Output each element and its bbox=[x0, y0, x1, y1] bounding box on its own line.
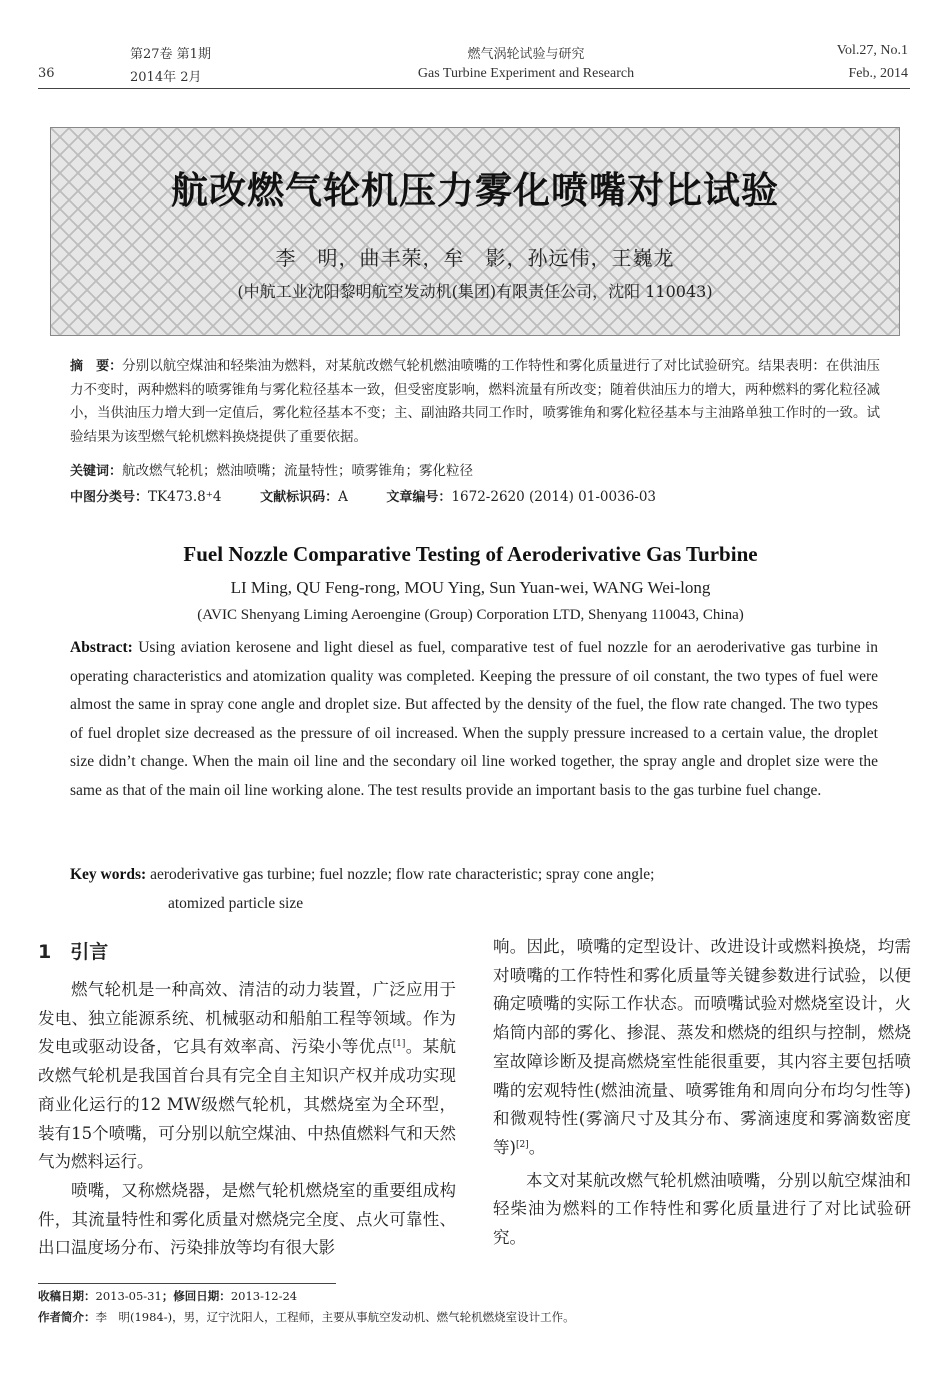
received-date: 2013-05-31 bbox=[95, 1289, 162, 1303]
abstract-en-label: Abstract: bbox=[70, 639, 133, 656]
paper-title-cn: 航改燃气轮机压力雾化喷嘴对比试验 bbox=[171, 169, 779, 212]
abstract-cn-label: 摘 要： bbox=[70, 359, 123, 374]
paper-title-en: Fuel Nozzle Comparative Testing of Aeroderivative Gas Turbine bbox=[183, 542, 758, 566]
keywords-cn bbox=[70, 460, 880, 484]
affiliation-en: (AVIC Shenyang Liming Aeroengine (Group) Corporation LTD, Shenyang 110043, China) bbox=[197, 607, 744, 623]
author-bio-text: 李 明(1984-)，男，辽宁沈阳人，工程师，主要从事航空发动机、燃气轮机燃烧室设计工作。 bbox=[95, 1310, 575, 1324]
header-rule bbox=[38, 88, 910, 89]
left-column bbox=[38, 976, 456, 1263]
footnote-rule bbox=[38, 1283, 336, 1284]
revised-label: ；修回日期： bbox=[161, 1289, 231, 1303]
revised-date: 2013-12-24 bbox=[230, 1289, 298, 1303]
date-cn: 2014年 2月 bbox=[130, 70, 202, 85]
footnote-dates bbox=[38, 1288, 297, 1304]
volume-cn: 第27卷 第1期 bbox=[130, 47, 211, 62]
affiliation-cn: (中航工业沈阳黎明航空发动机(集团)有限责任公司，沈阳 110043) bbox=[237, 282, 713, 301]
citation-2: [2] bbox=[515, 1139, 529, 1150]
keywords-cn-text: 航改燃气轮机；燃油喷嘴；流量特性；喷雾锥角；雾化粒径 bbox=[122, 463, 474, 479]
title-banner bbox=[50, 127, 900, 336]
footnote-author bbox=[38, 1309, 575, 1325]
keywords-en-line2: atomized particle size bbox=[168, 894, 304, 912]
volume-en: Vol.27, No.1 bbox=[836, 43, 908, 58]
article-no-value: 1672-2620 (2014) 01-0036-03 bbox=[451, 489, 657, 505]
keywords-en-line1: aeroderivative gas turbine; fuel nozzle; flow rate characteristic; spray cone angle; bbox=[150, 866, 655, 883]
clc-label: 中图分类号： bbox=[70, 490, 149, 505]
authors-en: LI Ming, QU Feng-rong, MOU Ying, Sun Yuan-wei, WANG Wei-long bbox=[230, 578, 711, 597]
clc-value: TK473.8⁺4 bbox=[148, 489, 222, 505]
citation-1: [1] bbox=[392, 1039, 406, 1050]
section-heading-intro: 1 引言 bbox=[38, 941, 109, 963]
abstract-en-text: Using aviation kerosene and light diesel as fuel, comparative test of fuel nozzle for an aeroderivative gas turbine in operating characteristics and atomization quality was completed. Keeping the pressure of oil constant, the two types of fuel were almost the same in spray cone angle and droplet size. But affected by the density of the fuel, the flow rate changed. The two types of fuel droplet size decreased as the pressure of oil increased. When the supply pressure increased to a certain value, the droplet size didn’t change. When the main oil line and the secondary oil line worked together, the spray angle and droplet size were the same as that of the main oil line working alone. The test results provide an important basis to the gas turbine fuel change. bbox=[70, 639, 878, 799]
intro-paragraph-2-cont bbox=[493, 933, 911, 1163]
intro-p2-cont-part2: 。 bbox=[528, 1137, 546, 1157]
journal-name-en: Gas Turbine Experiment and Research bbox=[417, 66, 635, 81]
right-column bbox=[493, 933, 911, 1253]
keywords-en-label: Key words: bbox=[70, 866, 147, 883]
date-en: Feb., 2014 bbox=[848, 66, 908, 81]
intro-p1-part1: 燃气轮机是一种高效、清洁的动力装置，广泛应用于发电、独立能源系统、机械驱动和船舶工程等领域。作为发电或驱动设备，它具有效率高、污染小等优点 bbox=[38, 980, 456, 1057]
keywords-en bbox=[70, 861, 878, 918]
intro-p1-part2: 。某航改燃气轮机是我国首台具有完全自主知识产权并成功实现商业化运行的12 MW级燃气轮机，其燃烧室为全环型，装有15个喷嘴，可分别以航空煤油、中热值燃料气和天然气为燃料运行。 bbox=[38, 1037, 457, 1172]
author-bio-label: 作者简介： bbox=[38, 1310, 96, 1324]
page-number: 36 bbox=[38, 66, 55, 81]
article-no-label: 文章编号： bbox=[386, 490, 452, 505]
doc-code-label: 文献标识码： bbox=[260, 490, 339, 505]
abstract-cn-text: 分别以航空煤油和轻柴油为燃料，对某航改燃气轮机燃油喷嘴的工作特性和雾化质量进行了对比试验研究。结果表明：在供油压力不变时，两种燃料的喷雾锥角与雾化粒径基本一致，但受密度影响，燃料流量有所改变；随着供油压力的增大，两种燃料的雾化粒径减小，当供油压力增大到一定值后，雾化粒径基本不变；主、副油路共同工作时，喷雾锥角和雾化粒径基本与主油路单独工作时的一致。试验结果为该型燃气轮机燃料换烧提供了重要依据。 bbox=[70, 358, 880, 445]
abstract-cn bbox=[70, 355, 880, 449]
keywords-cn-label: 关键词： bbox=[70, 464, 123, 479]
authors-cn: 李 明，曲丰荣，牟 影，孙远伟，王巍龙 bbox=[275, 246, 675, 270]
intro-paragraph-3: 本文对某航改燃气轮机燃油喷嘴，分别以航空煤油和轻柴油为燃料的工作特性和雾化质量进行了对比试验研究。 bbox=[493, 1170, 911, 1248]
received-label: 收稿日期： bbox=[38, 1289, 96, 1303]
abstract-en bbox=[70, 634, 878, 805]
intro-p2-cont-part1: 响。因此，喷嘴的定型设计、改进设计或燃料换烧，均需对喷嘴的工作特性和雾化质量等关键参数进行试验，以便确定喷嘴的实际工作状态。而喷嘴试验对燃烧室设计，火焰筒内部的雾化、掺混、蒸发和燃烧的组织与控制，燃烧室故障诊断及提高燃烧室性能很重要，其内容主要包括喷嘴的宏观特性(燃油流量、喷雾锥角和周向分布均匀性等)和微观特性(雾滴尺寸及其分布、雾滴速度和雾滴数密度等) bbox=[493, 937, 911, 1157]
intro-paragraph-1 bbox=[38, 976, 456, 1177]
intro-paragraph-2: 喷嘴，又称燃烧器，是燃气轮机燃烧室的重要组成构件，其流量特性和雾化质量对燃烧完全度、点火可靠性、出口温度场分布、污染排放等均有很大影 bbox=[38, 1180, 456, 1258]
doc-code-value: A bbox=[338, 489, 348, 505]
journal-name-cn: 燃气涡轮试验与研究 bbox=[467, 47, 585, 62]
classification-line bbox=[70, 486, 880, 510]
